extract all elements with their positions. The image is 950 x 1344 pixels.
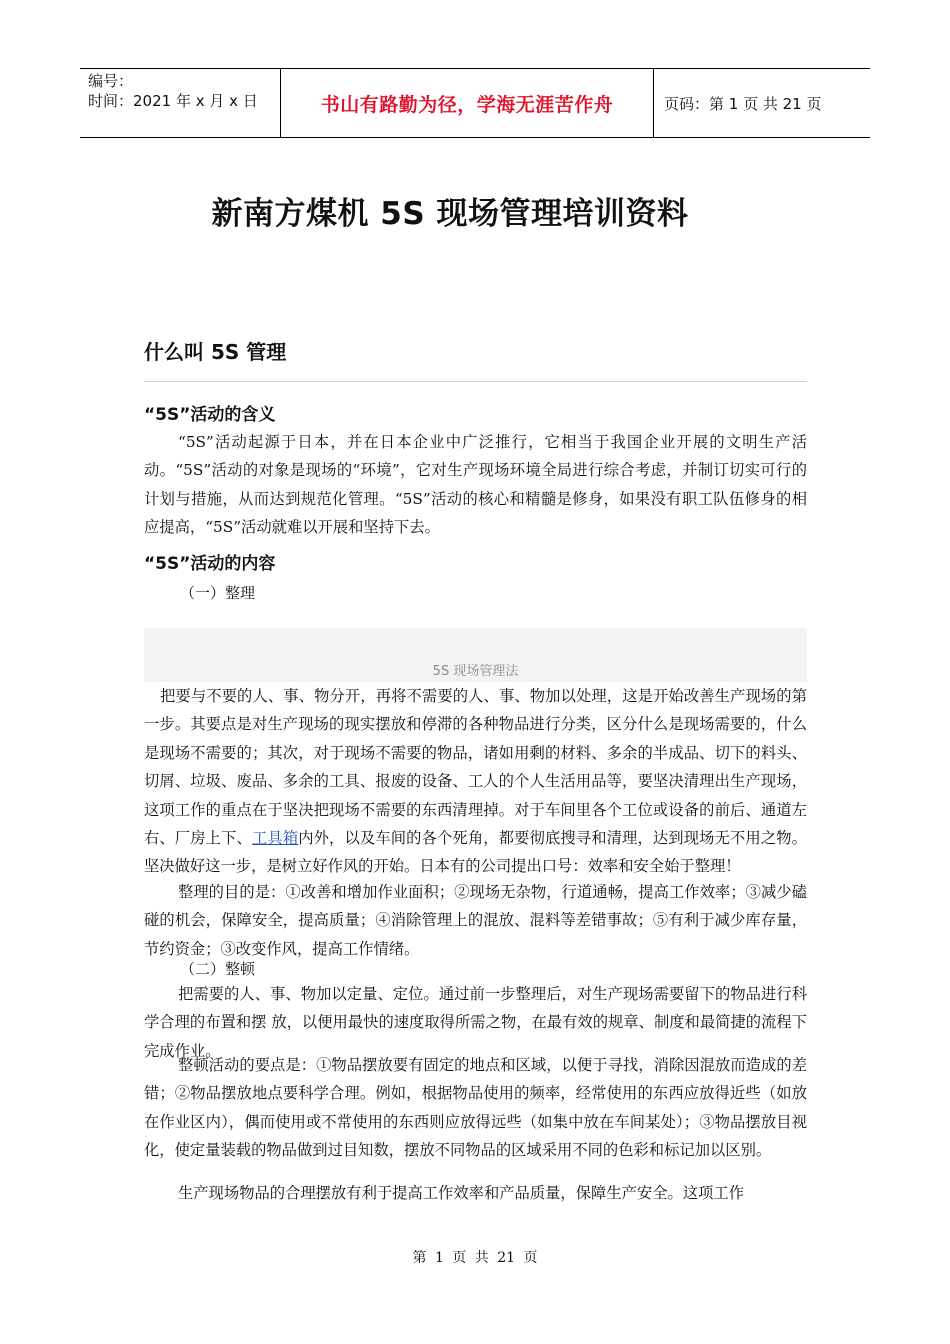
number-label: 编号：: [88, 72, 134, 90]
motto: 书山有路勤为径，学海无涯苦作舟: [320, 93, 614, 116]
document-title: 新南方煤机 5S 现场管理培训资料: [211, 196, 689, 232]
toolbox-link[interactable]: 工具箱: [251, 829, 299, 848]
header-meta: [80, 69, 281, 137]
header-page-cell: [654, 69, 870, 137]
figure-caption: 5S 现场管理法: [432, 664, 519, 679]
subheading-set-in-order: （二）整顿: [180, 960, 256, 978]
sort-text-part2: 内外，以及车间的各个死角，都要彻底搜寻和清理，达到现场无不用之物。坚决做好这一步，是树立好作风的开始。日本有的公司提出口号：效率和安全始于整理！: [144, 829, 807, 876]
section-divider: [144, 381, 807, 382]
document-header: [80, 68, 870, 138]
set-in-order-points-paragraph: 整顿活动的要点是：①物品摆放要有固定的地点和区域，以便于寻找，消除因混放而造成的差错；②物品摆放地点要科学合理。例如，根据物品使用的频率，经常使用的东西应放得近些（如放在作业区内），偶而使用或不常使用的东西则应放得远些（如集中放在车间某处）；③物品摆放目视化，使定量装载的物品做到过目知数，摆放不同物品的区域采用不同的色彩和标记加以区别。: [144, 1056, 807, 1160]
header-motto-cell: [281, 69, 654, 137]
page-label: 页码：第 1 页 共 21 页: [664, 94, 822, 113]
placement-paragraph: 生产现场物品的合理摆放有利于提高工作效率和产品质量，保障生产安全。这项工作: [178, 1184, 744, 1202]
meaning-heading: “5S”活动的含义: [144, 405, 276, 425]
content-heading: “5S”活动的内容: [144, 554, 276, 574]
sort-purpose-paragraph: 整理的目的是：①改善和增加作业面积；②现场无杂物，行道通畅，提高工作效率；③减少磕碰的机会，保障安全，提高质量；④消除管理上的混放、混料等差错事故；⑤有利于减少库存量，节约资金；③改变作风，提高工作情绪。: [144, 883, 807, 958]
sort-paragraph: [144, 682, 807, 881]
meaning-paragraph: “5S”活动起源于日本，并在日本企业中广泛推行，它相当于我国企业开展的文明生产活动。“5S”活动的对象是现场的“环境”，它对生产现场环境全局进行综合考虑，并制订切实可行的计划与措施，从而达到规范化管理。“5S”活动的核心和精髓是修身，如果没有职工队伍修身的相应提高，“5S”活动就难以开展和坚持下去。: [144, 433, 807, 537]
sort-text-part1: 把要与不要的人、事、物分开，再将不需要的人、事、物加以处理，这是开始改善生产现场的第一步。其要点是对生产现场的现实摆放和停滞的各种物品进行分类，区分什么是现场需要的，什么是现场不需要的；其次，对于现场不需要的物品，诸如用剩的材料、多余的半成品、切下的料头、切屑、垃圾、废品、多余的工具、报废的设备、工人的个人生活用品等，要坚决清理出生产现场，这项工作的重点在于坚决把现场不需要的东西清理掉。对于车间里各个工位或设备的前后、通道左右、厂房上下、: [144, 687, 807, 848]
page-footer: 第 1 页 共 21 页: [412, 1250, 538, 1266]
section-heading: 什么叫 5S 管理: [144, 340, 287, 364]
date-label: 时间：2021 年 x 月 x 日: [88, 92, 258, 110]
set-in-order-paragraph: 把需要的人、事、物加以定量、定位。通过前一步整理后，对生产现场需要留下的物品进行科学合理的布置和摆 放，以便用最快的速度取得所需之物，在最有效的规章、制度和最简捷的流程下完成作业。: [144, 985, 807, 1060]
subheading-sort: （一）整理: [180, 584, 256, 602]
